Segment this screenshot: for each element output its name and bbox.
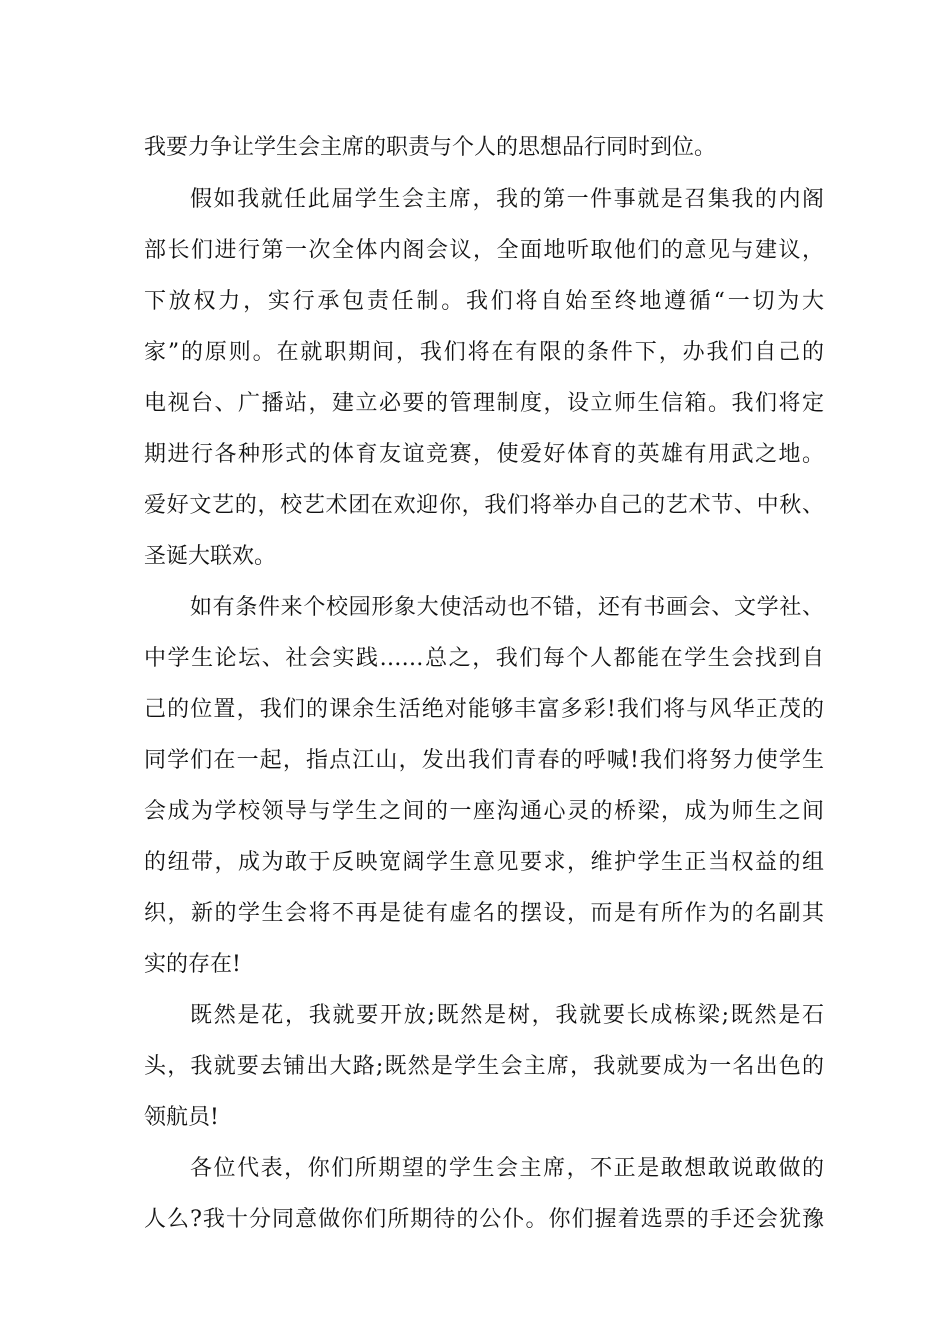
- text-line: 己的位置，我们的课余生活绝对能够丰富多彩!我们将与风华正茂的: [144, 697, 824, 722]
- paragraph-first-line: 假如我就任此届学生会主席，我的第一件事就是召集我的内阁: [190, 187, 824, 212]
- text-line: 头，我就要去铺出大路;既然是学生会主席，我就要成为一名出色的: [144, 1054, 824, 1079]
- text-line: 领航员!: [144, 1105, 219, 1130]
- text-line: 家”的原则。在就职期间，我们将在有限的条件下，办我们自己的: [144, 340, 824, 365]
- text-line: 的纽带，成为敢于反映宽阔学生意见要求，维护学生正当权益的组: [144, 850, 824, 875]
- text-line: 爱好文艺的，校艺术团在欢迎你，我们将举办自己的艺术节、中秋、: [144, 493, 824, 518]
- text-line: 下放权力，实行承包责任制。我们将自始至终地遵循“一切为大: [144, 289, 824, 314]
- text-line: 我要力争让学生会主席的职责与个人的思想品行同时到位。: [144, 135, 717, 160]
- text-line: 中学生论坛、社会实践……总之，我们每个人都能在学生会找到自: [144, 646, 824, 671]
- text-line: 会成为学校领导与学生之间的一座沟通心灵的桥梁，成为师生之间: [144, 799, 824, 824]
- paragraph-first-line: 如有条件来个校园形象大使活动也不错，还有书画会、文学社、: [190, 595, 824, 620]
- paragraph-first-line: 各位代表，你们所期望的学生会主席，不正是敢想敢说敢做的: [190, 1156, 824, 1181]
- text-line: 实的存在!: [144, 952, 241, 977]
- text-line: 圣诞大联欢。: [144, 544, 277, 569]
- text-line: 人么?我十分同意做你们所期待的公仆。你们握着选票的手还会犹豫: [144, 1207, 824, 1232]
- text-line: 同学们在一起，指点江山，发出我们青春的呼喊!我们将努力使学生: [144, 748, 824, 773]
- text-line: 织，新的学生会将不再是徒有虚名的摆设，而是有所作为的名副其: [144, 901, 824, 926]
- text-line: 期进行各种形式的体育友谊竞赛，使爱好体育的英雄有用武之地。: [144, 442, 824, 467]
- paragraph-first-line: 既然是花，我就要开放;既然是树，我就要长成栋梁;既然是石: [190, 1003, 824, 1028]
- text-line: 电视台、广播站，建立必要的管理制度，设立师生信箱。我们将定: [144, 391, 824, 416]
- text-line: 部长们进行第一次全体内阁会议，全面地听取他们的意见与建议，: [144, 238, 824, 263]
